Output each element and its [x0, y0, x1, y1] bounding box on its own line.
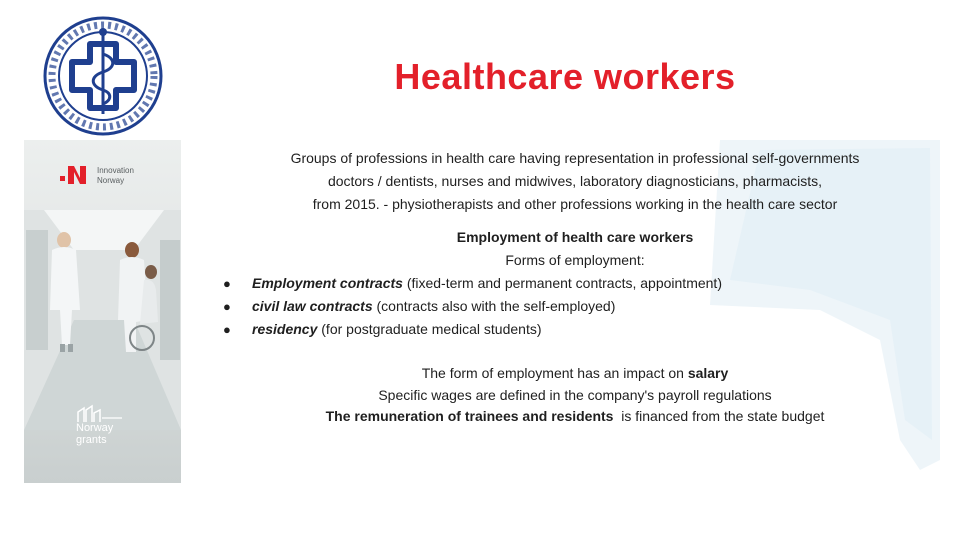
- list-item: [252, 298, 615, 314]
- salary-line-3-text: is financed from the state budget: [613, 408, 825, 424]
- page-title: Healthcare workers: [394, 56, 736, 97]
- union-logo-icon: [28, 14, 178, 139]
- employment-subheading: Forms of employment:: [505, 252, 645, 268]
- salary-line-1: [300, 365, 850, 381]
- list-item: [252, 321, 542, 337]
- salary-line-1-text: The form of employment has an impact on: [421, 365, 688, 381]
- salary-line-3: [270, 408, 880, 424]
- salary-keyword: salary: [687, 365, 729, 381]
- bullet-icon: ●: [223, 276, 231, 291]
- list-item: [252, 275, 722, 291]
- bullet-icon: ●: [223, 322, 231, 337]
- groups-line-3: from 2015. - physiotherapists and other professions working in the health care sector: [312, 196, 838, 212]
- groups-line-1: Groups of professions in health care having representation in professional self-governments: [290, 150, 860, 166]
- innovation-norway-brand: Innovation Norway: [97, 166, 134, 185]
- list-item-detail: (fixed-term and permanent contracts, appointment): [402, 275, 722, 291]
- norway-grants-logo-icon: [76, 404, 124, 424]
- groups-line-2: doctors / dentists, nurses and midwives, laboratory diagnosticians, pharmacists,: [327, 173, 823, 189]
- employment-heading: Employment of health care workers: [456, 229, 694, 245]
- side-image-panel: [24, 140, 181, 483]
- innovation-norway-logo-icon: [60, 164, 90, 186]
- list-item-term: residency: [252, 321, 318, 337]
- list-item-term: civil law contracts: [252, 298, 373, 314]
- hospital-corridor-photo: [24, 210, 181, 430]
- list-item-term: Employment contracts: [252, 275, 403, 291]
- norway-grants-brand: Norway grants: [76, 422, 114, 446]
- list-item-detail: (contracts also with the self-employed): [372, 298, 616, 314]
- salary-line-3-bold: The remuneration of trainees and residents: [325, 408, 614, 424]
- list-item-detail: (for postgraduate medical students): [317, 321, 542, 337]
- bullet-icon: ●: [223, 299, 231, 314]
- salary-line-2: Specific wages are defined in the company's payroll regulations: [378, 387, 772, 403]
